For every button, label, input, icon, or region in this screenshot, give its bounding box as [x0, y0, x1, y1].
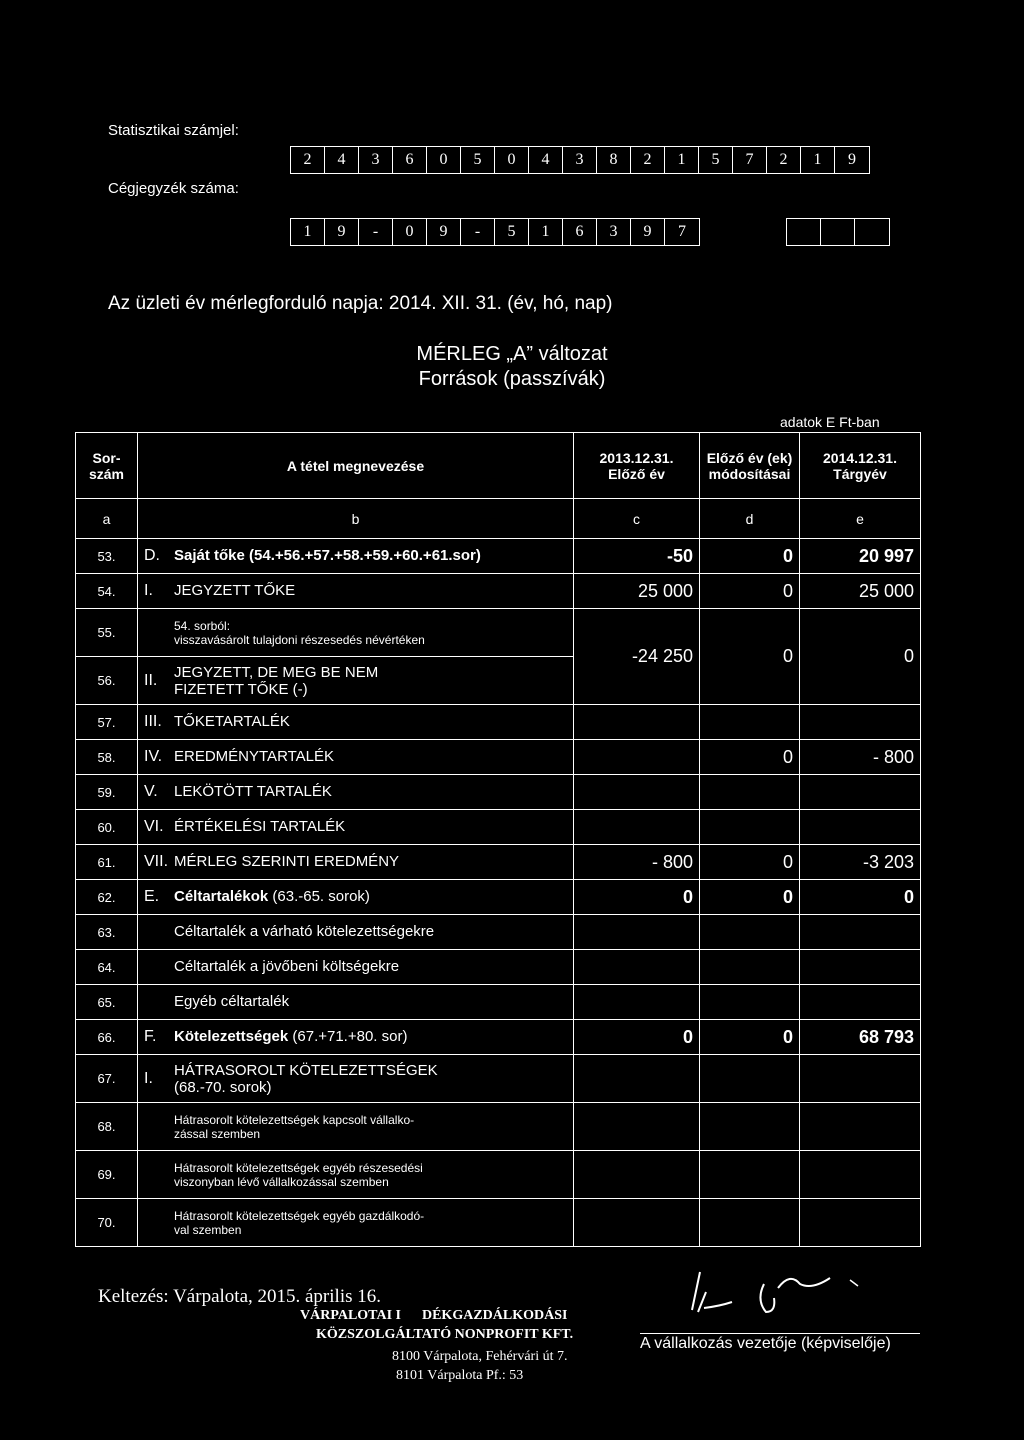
row-label-line2: zással szemben [174, 1126, 261, 1141]
row-roman: I. [144, 582, 153, 599]
header-row [76, 433, 921, 499]
row-name-cell [138, 845, 574, 880]
value-c [574, 705, 700, 740]
value-e: 20 997 [800, 539, 921, 574]
digit-box: 9 [631, 219, 665, 245]
row-roman: VII. [144, 853, 169, 870]
row-label-line1: Hátrasorolt kötelezettségek egyéb részesedési [174, 1160, 423, 1175]
col-letter: e [800, 499, 921, 539]
value-e [800, 1199, 921, 1247]
digit-box: 2 [767, 147, 801, 173]
row-number: 53. [76, 539, 138, 574]
table-row [76, 880, 921, 915]
value-e [800, 1151, 921, 1199]
value-e: - 800 [800, 740, 921, 775]
digit-box: 7 [733, 147, 767, 173]
table-row [76, 609, 921, 657]
value-e [800, 705, 921, 740]
row-label-rest: (67.+71.+80. sor) [288, 1028, 408, 1045]
row-name-cell [138, 1103, 574, 1151]
digit-box: 1 [801, 147, 835, 173]
row-name-cell [138, 574, 574, 609]
value-d [700, 810, 800, 845]
row-number: 64. [76, 950, 138, 985]
extra-boxes [786, 218, 890, 246]
row-label: MÉRLEG SZERINTI EREDMÉNY [174, 853, 400, 870]
row-label: Céltartalék a várható kötelezettségekre [174, 923, 435, 940]
value-c [574, 775, 700, 810]
row-label-line1: HÁTRASOROLT KÖTELEZETTSÉGEK [174, 1061, 438, 1079]
digit-box: 8 [597, 147, 631, 173]
value-e: 0 [800, 880, 921, 915]
row-number: 70. [76, 1199, 138, 1247]
row-name-cell [138, 609, 574, 657]
col-letter: d [700, 499, 800, 539]
digit-box: 9 [427, 219, 461, 245]
value-d: 0 [700, 539, 800, 574]
value-c [574, 1055, 700, 1103]
row-roman: F. [144, 1028, 157, 1045]
row-name-cell [138, 740, 574, 775]
row-label-rest: (63.-65. sorok) [268, 888, 370, 905]
doc-title: MÉRLEG „A” változat [416, 343, 608, 365]
value-e [800, 985, 921, 1020]
org-name-line2: KÖZSZOLGÁLTATÓ NONPROFIT KFT. [316, 1327, 574, 1342]
balance-table [75, 432, 921, 1247]
digit-box: 4 [529, 147, 563, 173]
digit-box: 6 [393, 147, 427, 173]
value-c [574, 740, 700, 775]
table-row [76, 775, 921, 810]
row-name-cell [138, 880, 574, 915]
row-roman: V. [144, 783, 158, 800]
value-e [800, 915, 921, 950]
digit-box [821, 219, 855, 245]
table-row [76, 1103, 921, 1151]
signer-label: A vállalkozás vezetője (képviselője) [640, 1335, 891, 1352]
row-number: 61. [76, 845, 138, 880]
row-number: 66. [76, 1020, 138, 1055]
row-roman: III. [144, 713, 162, 730]
unit-label: adatok E Ft-ban [780, 414, 880, 430]
digit-box [787, 219, 821, 245]
row-label-line1: Hátrasorolt kötelezettségek egyéb gazdálkodó- [174, 1208, 425, 1223]
value-d [700, 1199, 800, 1247]
value-d [700, 950, 800, 985]
row-name-cell [138, 810, 574, 845]
table-row [76, 810, 921, 845]
value-e [800, 1055, 921, 1103]
row-label-line2: val szemben [174, 1222, 242, 1237]
org-address-line2: 8101 Várpalota Pf.: 53 [396, 1368, 524, 1383]
value-e: 25 000 [800, 574, 921, 609]
col-header-c: 2013.12.31. Előző év [574, 433, 700, 499]
row-number: 57. [76, 705, 138, 740]
row-name-cell [138, 775, 574, 810]
value-d: 0 [700, 880, 800, 915]
value-c: -50 [574, 539, 700, 574]
digit-box: 9 [325, 219, 359, 245]
row-number: 68. [76, 1103, 138, 1151]
digit-box: 1 [665, 147, 699, 173]
digit-box: 5 [495, 219, 529, 245]
row-label-bold: Céltartalékok [174, 888, 269, 905]
row-roman: IV. [144, 748, 163, 765]
value-e [800, 1103, 921, 1151]
table-row [76, 950, 921, 985]
digit-box: 1 [291, 219, 325, 245]
row-number: 58. [76, 740, 138, 775]
row-label-line1: Hátrasorolt kötelezettségek kapcsolt vállalko- [174, 1112, 415, 1127]
row-number: 63. [76, 915, 138, 950]
row-label: EREDMÉNYTARTALÉK [174, 748, 335, 765]
row-label: LEKÖTÖTT TARTALÉK [174, 783, 332, 800]
value-c: 25 000 [574, 574, 700, 609]
row-name-cell [138, 657, 574, 705]
row-number: 54. [76, 574, 138, 609]
value-c [574, 915, 700, 950]
col-header-e: 2014.12.31. Tárgyév [800, 433, 921, 499]
cegj-number-boxes [290, 218, 700, 246]
digit-box: 1 [529, 219, 563, 245]
row-label-line2: visszavásárolt tulajdoni részesedés névértéken [174, 632, 425, 647]
value-c [574, 950, 700, 985]
value-c [574, 1151, 700, 1199]
value-c [574, 1103, 700, 1151]
value-c: 0 [574, 1020, 700, 1055]
col-letter: b [138, 499, 574, 539]
digit-box: 7 [678, 223, 686, 240]
row-roman: E. [144, 888, 160, 905]
table-row [76, 1020, 921, 1055]
digit-box: 9 [848, 151, 856, 168]
value-e [800, 810, 921, 845]
digit-box: 4 [325, 147, 359, 173]
row-label-bold: Kötelezettségek [174, 1028, 289, 1045]
row-name-cell [138, 1020, 574, 1055]
value-e [800, 950, 921, 985]
digit-box: 0 [393, 219, 427, 245]
row-number: 55. [76, 609, 138, 657]
value-c [574, 810, 700, 845]
value-d: 0 [700, 1020, 800, 1055]
digit-box: - [461, 219, 495, 245]
row-roman: II. [144, 671, 158, 689]
doc-subtitle: Források (passzívák) [418, 368, 606, 390]
digit-box: - [359, 219, 393, 245]
stat-label: Statisztikai számjel: [108, 122, 239, 139]
footer-date: Keltezés: Várpalota, 2015. április 16. [98, 1286, 381, 1307]
table-row [76, 1199, 921, 1247]
org-address-line1: 8100 Várpalota, Fehérvári út 7. [392, 1349, 568, 1364]
row-number: 56. [76, 657, 138, 705]
value-d [700, 1103, 800, 1151]
row-name-cell [138, 1151, 574, 1199]
value-c: -24 250 [574, 609, 700, 705]
row-name-cell [138, 705, 574, 740]
value-d [700, 705, 800, 740]
col-header-b: A tétel megnevezése [138, 433, 574, 499]
row-name-cell [138, 950, 574, 985]
digit-box: 2 [291, 147, 325, 173]
org-name-line1: VÁRPALOTAI I DÉKGAZDÁLKODÁSI [300, 1308, 568, 1323]
value-e: 0 [800, 609, 921, 705]
row-name-cell [138, 1055, 574, 1103]
row-name-cell [138, 539, 574, 574]
col-header-a: Sor- szám [76, 433, 138, 499]
col-letter: c [574, 499, 700, 539]
value-d [700, 915, 800, 950]
digit-box: 3 [563, 147, 597, 173]
row-label-line1: JEGYZETT, DE MEG BE NEM [174, 663, 379, 681]
value-d [700, 1151, 800, 1199]
balance-date-line: Az üzleti év mérlegforduló napja: 2014. XII. 31. (év, hó, nap) [108, 293, 613, 314]
row-roman: I. [144, 1069, 153, 1087]
row-label-line2: FIZETETT TŐKE (-) [174, 680, 308, 698]
digit-box [855, 219, 889, 245]
digit-box: 3 [359, 147, 393, 173]
row-label-line1: 54. sorból: [174, 618, 231, 633]
digit-box: 2 [631, 147, 665, 173]
digit-box: 6 [563, 219, 597, 245]
table-row [76, 1055, 921, 1103]
row-number: 62. [76, 880, 138, 915]
cegj-label: Cégjegyzék száma: [108, 180, 239, 197]
row-number: 69. [76, 1151, 138, 1199]
value-d: 0 [700, 574, 800, 609]
value-c [574, 1199, 700, 1247]
value-c [574, 985, 700, 1020]
row-label: ÉRTÉKELÉSI TARTALÉK [174, 818, 346, 835]
table-row [76, 705, 921, 740]
value-e: 68 793 [800, 1020, 921, 1055]
table-row [76, 1151, 921, 1199]
value-d: 0 [700, 845, 800, 880]
row-name-cell [138, 1199, 574, 1247]
col-header-d: Előző év (ek) módosításai [700, 433, 800, 499]
value-c: - 800 [574, 845, 700, 880]
row-label-line2: (68.-70. sorok) [174, 1078, 272, 1096]
value-e: -3 203 [800, 845, 921, 880]
row-name-cell [138, 915, 574, 950]
row-label-line2: viszonyban lévő vállalkozással szemben [174, 1174, 389, 1189]
table-row [76, 740, 921, 775]
stat-number-boxes [290, 146, 870, 174]
col-letter: a [76, 499, 138, 539]
table-row [76, 574, 921, 609]
table-row [76, 915, 921, 950]
row-roman: D. [144, 547, 160, 564]
row-roman: VI. [144, 818, 164, 835]
digit-box: 0 [495, 147, 529, 173]
row-number: 60. [76, 810, 138, 845]
value-e [800, 775, 921, 810]
digit-box: 5 [699, 147, 733, 173]
value-d: 0 [700, 609, 800, 705]
row-name-cell [138, 985, 574, 1020]
letter-row [76, 499, 921, 539]
row-label: JEGYZETT TŐKE [174, 582, 296, 599]
value-d [700, 985, 800, 1020]
digit-box: 3 [597, 219, 631, 245]
row-number: 67. [76, 1055, 138, 1103]
signature-line [640, 1333, 920, 1334]
row-number: 59. [76, 775, 138, 810]
table-row [76, 985, 921, 1020]
table-row [76, 845, 921, 880]
value-c: 0 [574, 880, 700, 915]
row-label: Saját tőke (54.+56.+57.+58.+59.+60.+61.sor) [174, 547, 481, 564]
digit-box: 0 [427, 147, 461, 173]
digit-box: 5 [461, 147, 495, 173]
table-row [76, 539, 921, 574]
row-label: Céltartalék a jövőbeni költségekre [174, 958, 400, 975]
row-label: Egyéb céltartalék [174, 993, 290, 1010]
signature-image [680, 1262, 880, 1332]
row-label: TŐKETARTALÉK [174, 713, 290, 730]
value-d: 0 [700, 740, 800, 775]
value-d [700, 775, 800, 810]
row-number: 65. [76, 985, 138, 1020]
value-d [700, 1055, 800, 1103]
